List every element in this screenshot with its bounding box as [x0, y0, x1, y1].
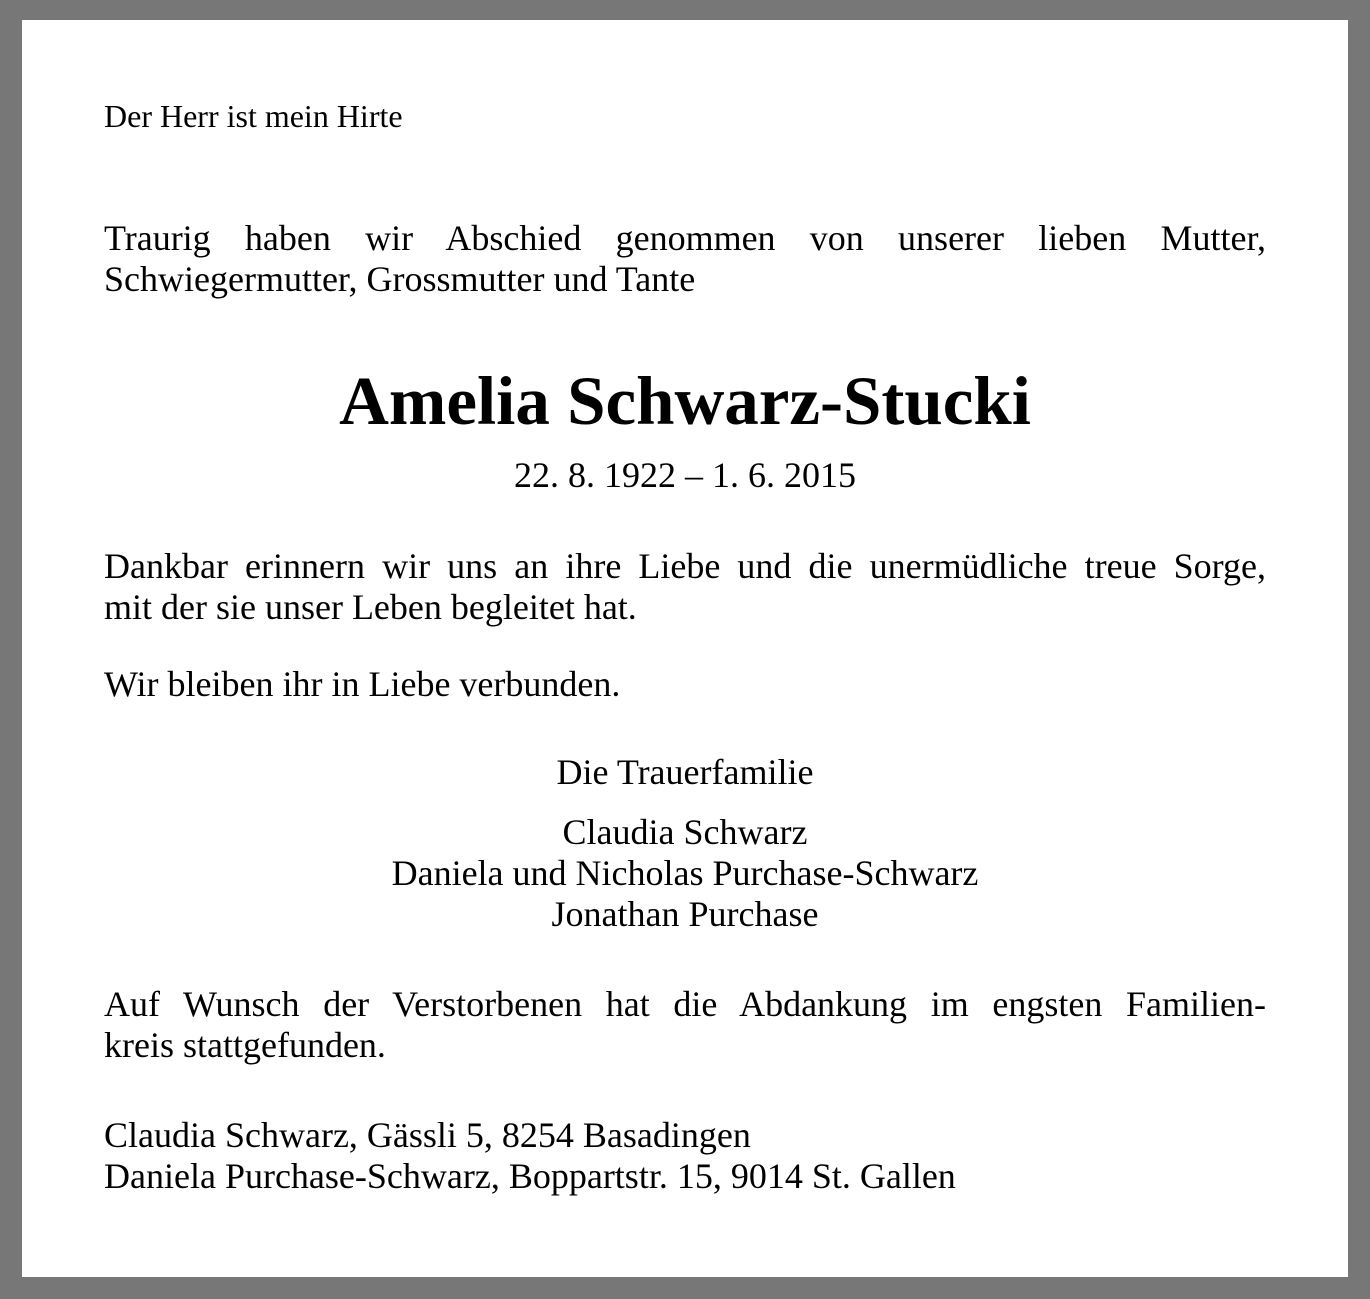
motto: Der Herr ist mein Hirte [104, 98, 403, 134]
obituary-page [22, 20, 1348, 1277]
family-members [22, 812, 1348, 935]
family-member: Daniela und Nicholas Purchase-Schwarz [391, 853, 979, 893]
gratitude-line-1: Dankbar erinnern wir uns an ihre Liebe und die unermüdliche treue Sorge, [104, 546, 1266, 586]
intro-line-1: Traurig haben wir Abschied genommen von unserer lieben Mutter, [104, 218, 1266, 258]
address-line: Claudia Schwarz, Gässli 5, 8254 Basadingen [104, 1115, 751, 1155]
family-member: Claudia Schwarz [562, 812, 808, 852]
notice-paragraph [104, 984, 1266, 1066]
family-member: Jonathan Purchase [551, 894, 819, 934]
address-line: Daniela Purchase-Schwarz, Boppartstr. 15, 9014 St. Gallen [104, 1156, 956, 1196]
notice-line-2: kreis stattgefunden. [104, 1025, 386, 1065]
intro-line-2: Schwiegermutter, Grossmutter und Tante [104, 259, 696, 299]
gratitude-line-2: mit der sie unser Leben begleitet hat. [104, 587, 637, 627]
notice-line-1: Auf Wunsch der Verstorbenen hat die Abdankung im engsten Familien- [104, 984, 1266, 1024]
gratitude-paragraph [104, 546, 1266, 628]
closing-line: Wir bleiben ihr in Liebe verbunden. [104, 664, 621, 704]
family-heading: Die Trauerfamilie [556, 752, 814, 792]
deceased-name: Amelia Schwarz-Stucki [339, 363, 1031, 439]
life-dates: 22. 8. 1922 – 1. 6. 2015 [514, 455, 856, 495]
address-block [104, 1115, 1266, 1197]
intro-paragraph [104, 218, 1266, 300]
